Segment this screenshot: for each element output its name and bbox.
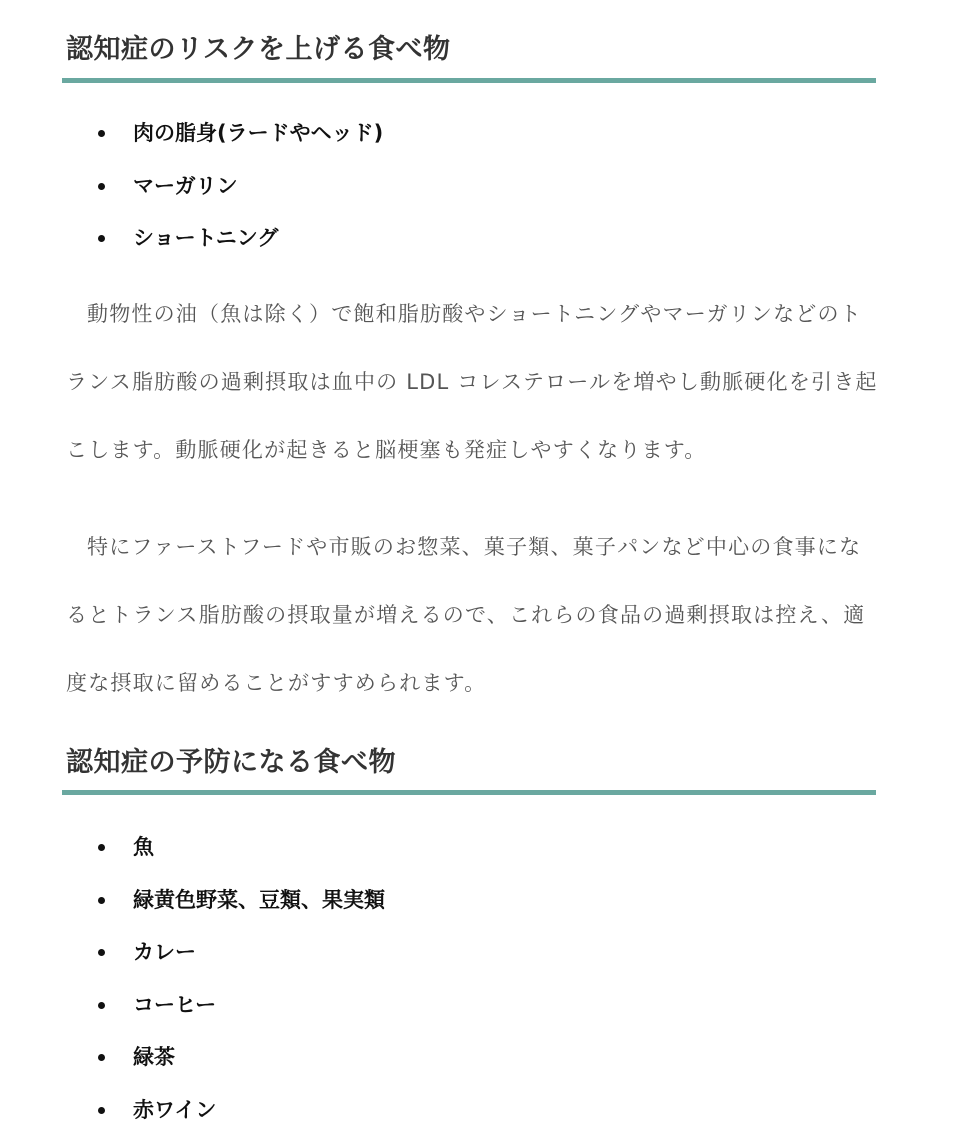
list-item [62, 979, 876, 1032]
list-item-label: 魚 [133, 835, 154, 859]
bullet-icon [98, 1107, 105, 1114]
list-item-label: コーヒー [133, 992, 217, 1017]
prevention-foods-heading: 認知症の予防になる食べ物 [66, 747, 396, 778]
list-item [62, 1084, 876, 1137]
list-item [62, 874, 876, 927]
bullet-icon [98, 183, 105, 190]
risk-foods-list [62, 107, 876, 265]
bullet-icon [98, 949, 105, 956]
bullet-icon [98, 1002, 105, 1009]
list-item-label: 緑黄色野菜、豆類、果実類 [133, 887, 385, 912]
list-item-label: 緑茶 [133, 1045, 175, 1069]
risk-foods-heading: 認知症のリスクを上げる食べ物 [66, 34, 451, 65]
list-item-label: ショートニング [133, 226, 279, 250]
heading-underline [62, 790, 876, 795]
bullet-icon [98, 130, 105, 137]
bullet-icon [98, 1054, 105, 1061]
heading-underline [62, 78, 876, 83]
risk-paragraph-2: 特にファーストフードや市販のお惣菜、菓子類、菓子パンなど中心の食事になるとトランス脂肪酸の摂取量が増えるので、これらの食品の過剰摂取は控え、適度な摂取に留めることがすすめられます。 [66, 535, 866, 695]
risk-paragraph-1: 動物性の油（魚は除く）で飽和脂肪酸やショートニングやマーガリンなどのトランス脂肪酸の過剰摂取は血中の LDL コレステロールを増やし動脈硬化を引き起こします。動脈硬化が起きると脳梗塞も発症しやすくなります。 [66, 302, 878, 462]
list-item-label: 赤ワイン [133, 1097, 217, 1122]
bullet-icon [98, 844, 105, 851]
list-item [62, 926, 876, 979]
list-item [62, 160, 876, 213]
list-item [62, 212, 876, 265]
bullet-icon [98, 235, 105, 242]
list-item [62, 821, 876, 874]
bullet-icon [98, 897, 105, 904]
list-item [62, 107, 876, 160]
prevention-foods-list [62, 821, 876, 1136]
list-item-label: カレー [133, 940, 196, 964]
list-item-label: マーガリン [133, 173, 238, 198]
list-item [62, 1031, 876, 1084]
list-item-label: 肉の脂身(ラードやヘッド) [133, 121, 384, 145]
